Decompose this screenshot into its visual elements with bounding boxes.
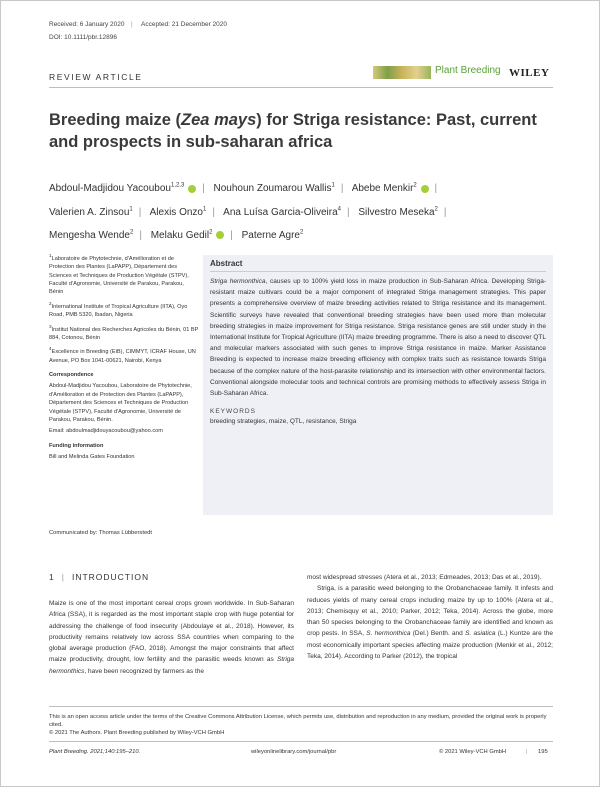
funding-text: Bill and Melinda Gates Foundation	[49, 454, 135, 461]
title-part: ) for Striga resistance: Past, current and prospects in sub-saharan africa	[49, 111, 537, 151]
author[interactable]	[223, 207, 341, 218]
header-divider	[49, 87, 553, 88]
text-run-italic: S. asiatica	[465, 630, 496, 638]
license-notice	[49, 713, 549, 738]
affiliation-text: Institut National des Recherches Agricoles du Bénin, 01 BP 884, Cotonou, Bénin	[49, 326, 199, 341]
author[interactable]	[213, 183, 334, 194]
abstract-panel	[203, 255, 553, 515]
orcid-icon[interactable]	[188, 185, 196, 193]
author-sup: 2	[209, 229, 213, 236]
text-run-italic: S. hermonthica	[366, 630, 411, 638]
author-sup: 2	[413, 183, 417, 189]
section-separator: |	[61, 572, 65, 582]
author-name: Abdoul-Madjidou Yacoubou	[49, 183, 171, 195]
keywords: breeding strategies, maize, QTL, resistance, Striga	[210, 418, 357, 426]
affiliation	[49, 323, 199, 343]
text-run: (L.) Kuntze are the most economically important species affecting maize production (Menkir et al., 2012; Teka, 2014). According to Parker (2012), the tropical	[307, 630, 553, 661]
affiliation-text: Laboratoire de Phytotechnie, d'Amélioration et de Protection des Plantes (LaPAPP), Département des Sciences et Techniques de Production Végétale (STPV), Faculté d'Agronomie, Université de Parakou, Parakou, Bénin	[49, 255, 189, 296]
author-separator: |	[443, 206, 447, 218]
title-part: Breeding maize (	[49, 111, 182, 129]
correspondence-heading: Correspondence	[49, 371, 94, 378]
author[interactable]	[151, 230, 224, 241]
author-name: Mengesha Wende	[49, 229, 130, 241]
author-separator: |	[212, 206, 215, 218]
author-sup: 1	[331, 183, 335, 189]
affiliation-text: Excellence in Breeding (EiB), CIMMYT, ICRAF House, UN Avenue, PO Box 1041-00621, Nairobi, Kenya	[49, 349, 196, 364]
orcid-icon[interactable]	[421, 185, 429, 193]
author-name: Nouhoun Zoumarou Wallis	[213, 183, 332, 195]
text-run: , have been recognized by farmers as the	[84, 667, 205, 675]
authors-copyright: © 2021 The Authors. Plant Breeding published by Wiley-VCH GmbH	[49, 730, 225, 737]
communicated-by: Communicated by: Thomas Lübberstedt	[49, 530, 153, 536]
author[interactable]	[150, 207, 207, 218]
journal-url[interactable]: wileyonlinelibrary.com/journal/pbr	[251, 749, 337, 755]
affiliation-text: International Institute of Tropical Agriculture (IITA), Oyo Road, PMB 5320, Ibadan, Nigeria	[49, 303, 188, 319]
text-run: (Del.) Benth. and	[412, 630, 463, 638]
publisher-copyright: © 2021 Wiley-VCH GmbH	[439, 749, 507, 755]
paragraph	[307, 572, 553, 583]
author-sup: 2	[434, 206, 438, 213]
journal-banner-image	[373, 66, 431, 79]
text-run: Striga, is a parasitic weed belonging to the Orobanchaceae family. It infests and reduces yields of many cereal crops including maize by up to 100% (Atera et al., 2013; Chemisquy et al., 2010; Parker, 2012; Teka, 2014). Across the globe, more than 50 species belonging to the Orobanchaceae family are identified and known as crop pests. In SSA,	[307, 585, 553, 638]
publisher-logo: WILEY	[509, 67, 550, 79]
body-column-right	[307, 572, 553, 662]
text-run-italic: Striga hermonthics	[49, 656, 294, 675]
affiliations-sidebar	[49, 252, 199, 465]
footer-separator: |	[526, 749, 528, 755]
affiliation-sup: 3	[49, 323, 52, 329]
section-heading	[49, 572, 149, 582]
author-separator: |	[230, 229, 233, 241]
author-sup: 1,2,3	[170, 183, 185, 189]
author-name: Silvestro Meseka	[358, 206, 435, 218]
affiliation-sup: 2	[49, 300, 52, 306]
author[interactable]	[242, 230, 304, 241]
abstract-body: , causes up to 100% yield loss in maize production in Sub-Saharan Africa. Developing Striga-resistant maize cultivars could be a major component of integrated Striga management strategies. This paper presents a comprehensive overview of maize breeding activities related to Striga resistance and its management. Scientific surveys have revealed that conventional breeding strategies have been used more than molecular breeding strategies in maize improvement for Striga resistance. Striga resistance genes are still under study in the International Institute for Tropical Agriculture (IITA) maize breeding programme. There is also a need to discover QTL and molecular markers associated with such genes to improve Striga resistance in maize. Marker Assistance Breeding is expected to increase maize breeding efficiency with complex traits such as resistance towards Striga because of the complex nature of the host-parasite relationship and its intersection with other environmental factors. Conventional alongside molecular tools and technical controls are promising methods to effectively assess Striga in Sub-Saharan Africa.	[210, 278, 546, 398]
author-sup: 2	[129, 229, 134, 236]
author-sup: 1	[129, 206, 133, 213]
author[interactable]	[352, 183, 429, 194]
author-name: Ana Luísa Garcia-Oliveira	[223, 206, 338, 218]
author-name: Abebe Menkir	[351, 183, 414, 195]
author-sup: 4	[337, 206, 341, 213]
abstract-text	[210, 276, 546, 399]
author-separator: |	[347, 206, 350, 218]
correspondence-email[interactable]: Email: abdoulmadjidouyacoubou@yahoo.com	[49, 428, 163, 435]
affiliation-sup: 4	[49, 346, 52, 352]
citation: Plant Breeding. 2021;140:195–210.	[49, 749, 141, 755]
received-date: Received: 6 January 2020	[49, 21, 125, 28]
license-text: This is an open access article under the terms of the Creative Commons Attribution License, which permits use, distribution and reproduction in any medium, provided the original work is properly cited.	[49, 714, 547, 729]
author-name: Melaku Gedil	[150, 229, 210, 241]
abstract-heading: Abstract	[210, 259, 546, 272]
doi[interactable]: DOI: 10.1111/pbr.12896	[49, 34, 117, 41]
paragraph	[49, 598, 294, 677]
author-separator: |	[139, 229, 142, 241]
author-separator: |	[340, 183, 344, 195]
affiliation-sup: 1	[49, 253, 52, 258]
section-number: 1	[49, 572, 55, 582]
author[interactable]	[358, 207, 437, 218]
body-column-left	[49, 598, 294, 677]
section-title: INTRODUCTION	[71, 572, 150, 582]
orcid-icon[interactable]	[216, 231, 224, 239]
affiliation	[49, 252, 199, 297]
author[interactable]	[49, 230, 133, 241]
funding-heading: Funding information	[49, 442, 104, 449]
text-run: most widespread stresses (Atera et al., 2013; Edmeades, 2013; Das et al., 2019).	[307, 574, 542, 581]
footer-divider	[49, 741, 553, 742]
author-list	[49, 176, 569, 246]
journal-logo-text: Plant Breeding	[435, 65, 501, 76]
paragraph	[307, 583, 553, 662]
author-sup: 1	[202, 206, 207, 213]
author-sup: 2	[299, 229, 304, 236]
article-title	[49, 109, 539, 153]
author-separator: |	[434, 183, 438, 195]
page-number: 195	[538, 749, 548, 755]
article-type: REVIEW ARTICLE	[49, 72, 143, 82]
author[interactable]	[49, 183, 196, 194]
author[interactable]	[49, 207, 133, 218]
affiliation	[49, 300, 199, 320]
footer-divider	[49, 706, 553, 707]
author-name: Valerien A. Zinsou	[49, 206, 130, 218]
author-separator: |	[138, 206, 142, 218]
meta-separator: |	[131, 21, 133, 28]
accepted-date: Accepted: 21 December 2020	[141, 21, 227, 28]
title-species: Zea mays	[181, 111, 257, 129]
author-separator: |	[202, 183, 205, 195]
author-name: Alexis Onzo	[149, 206, 203, 218]
affiliation	[49, 345, 199, 365]
author-name: Paterne Agre	[241, 229, 300, 241]
correspondence-text: Abdoul-Madjidou Yacoubou, Laboratoire de Phytotechnie, d'Amélioration et de Protection des Plantes (LaPAPP), Département des Sciences et Techniques de Production Végétale (STPV), Faculté d'Agronomie, Université de Parakou, Parakou, Bénin.	[49, 383, 192, 423]
abstract-species: Striga hermonthica	[210, 278, 266, 285]
text-run: Maize is one of the most important cereal crops grown worldwide. In Sub-Saharan Africa (SSA), it is regarded as the most important staple crop with huge potential for addressing the challenge of food insecurity (Abdoulaye et al., 2018). However, its productivity remains relatively low across SSA countries when comparing to the global average production (FAO, 2018). Amongst the major constraints that affect maize productivity, drought, low fertility and the parasitic weeds known as	[49, 600, 294, 664]
journal-logo	[435, 65, 501, 76]
keywords-heading: KEYWORDS	[210, 408, 256, 416]
